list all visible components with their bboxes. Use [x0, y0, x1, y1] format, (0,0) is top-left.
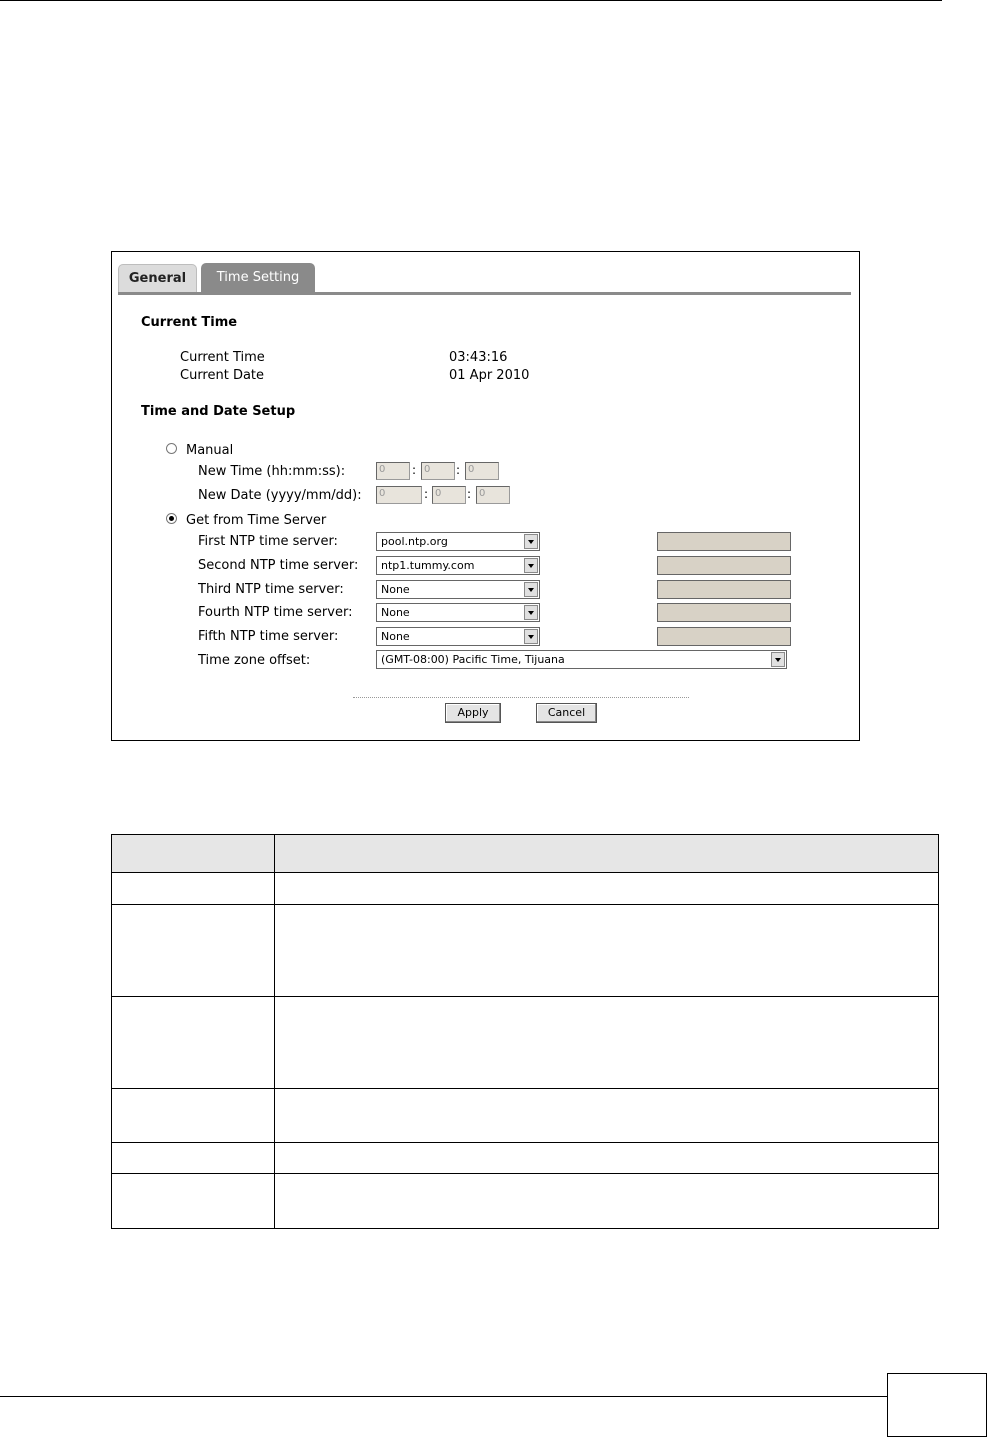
header-rule — [0, 0, 942, 1]
chevron-down-icon[interactable] — [524, 629, 538, 644]
time-separator: : — [412, 463, 417, 477]
new-time-minute-input[interactable]: 0 — [421, 462, 455, 480]
table-row — [112, 1143, 939, 1174]
timezone-value: (GMT-08:00) Pacific Time, Tijuana — [381, 653, 565, 666]
fifth-ntp-label: Fifth NTP time server: — [198, 629, 339, 644]
fourth-ntp-value: None — [381, 606, 410, 619]
manual-label: Manual — [186, 443, 234, 458]
new-date-year-input[interactable]: 0 — [376, 486, 422, 504]
chevron-down-icon[interactable] — [524, 558, 538, 573]
time-server-label: Get from Time Server — [186, 513, 327, 528]
second-ntp-custom-field[interactable] — [657, 556, 791, 575]
date-separator: : — [467, 487, 472, 501]
current-time-value: 03:43:16 — [449, 350, 508, 365]
table-cell — [112, 1143, 275, 1174]
time-separator: : — [456, 463, 461, 477]
button-divider — [353, 697, 689, 698]
new-time-label: New Time (hh:mm:ss): — [198, 464, 346, 479]
cancel-button[interactable]: Cancel — [536, 703, 597, 723]
new-date-label: New Date (yyyy/mm/dd): — [198, 488, 362, 503]
fifth-ntp-custom-field[interactable] — [657, 627, 791, 646]
second-ntp-value: ntp1.tummy.com — [381, 559, 475, 572]
table-cell — [112, 905, 275, 997]
chevron-down-icon[interactable] — [524, 582, 538, 597]
fourth-ntp-custom-field[interactable] — [657, 603, 791, 622]
manual-radio[interactable] — [166, 443, 177, 454]
second-ntp-label: Second NTP time server: — [198, 558, 359, 573]
second-ntp-select[interactable] — [376, 556, 540, 575]
third-ntp-value: None — [381, 583, 410, 596]
table-row — [112, 997, 939, 1089]
table-cell — [275, 997, 939, 1089]
table-cell — [112, 1174, 275, 1229]
tab-time-setting[interactable]: Time Setting — [201, 263, 315, 293]
description-table — [111, 834, 939, 1229]
new-time-hour-input[interactable]: 0 — [376, 462, 410, 480]
first-ntp-select[interactable] — [376, 532, 540, 551]
fifth-ntp-value: None — [381, 630, 410, 643]
table-cell — [112, 873, 275, 905]
third-ntp-select[interactable] — [376, 580, 540, 599]
table-cell — [275, 1089, 939, 1143]
apply-button[interactable]: Apply — [445, 703, 501, 723]
tab-divider — [118, 292, 851, 295]
current-date-value: 01 Apr 2010 — [449, 368, 530, 383]
table-cell — [112, 997, 275, 1089]
table-row — [112, 1089, 939, 1143]
time-date-setup-heading: Time and Date Setup — [141, 404, 296, 419]
timezone-label: Time zone offset: — [198, 653, 311, 668]
chevron-down-icon[interactable] — [524, 605, 538, 620]
timezone-select[interactable] — [376, 650, 787, 669]
first-ntp-custom-field[interactable] — [657, 532, 791, 551]
table-row — [112, 905, 939, 997]
fourth-ntp-label: Fourth NTP time server: — [198, 605, 353, 620]
table-header-cell — [275, 835, 939, 873]
first-ntp-value: pool.ntp.org — [381, 535, 448, 548]
chevron-down-icon[interactable] — [524, 534, 538, 549]
chevron-down-icon[interactable] — [771, 652, 785, 667]
table-row — [112, 873, 939, 905]
time-setting-panel — [111, 251, 860, 741]
table-cell — [275, 873, 939, 905]
new-date-day-input[interactable]: 0 — [476, 486, 510, 504]
fifth-ntp-select[interactable] — [376, 627, 540, 646]
table-cell — [112, 1089, 275, 1143]
third-ntp-label: Third NTP time server: — [198, 582, 344, 597]
table-header-cell — [112, 835, 275, 873]
table-header-row — [112, 835, 939, 873]
date-separator: : — [424, 487, 429, 501]
footer-rule — [0, 1396, 888, 1397]
new-date-month-input[interactable]: 0 — [432, 486, 466, 504]
third-ntp-custom-field[interactable] — [657, 580, 791, 599]
tab-general[interactable]: General — [118, 264, 197, 293]
current-time-label: Current Time — [180, 350, 265, 365]
table-cell — [275, 1174, 939, 1229]
page-number-box — [887, 1373, 987, 1437]
first-ntp-label: First NTP time server: — [198, 534, 338, 549]
new-time-second-input[interactable]: 0 — [465, 462, 499, 480]
table-row — [112, 1174, 939, 1229]
current-time-heading: Current Time — [141, 315, 238, 330]
table-cell — [275, 905, 939, 997]
fourth-ntp-select[interactable] — [376, 603, 540, 622]
table-cell — [275, 1143, 939, 1174]
time-server-radio[interactable] — [166, 513, 177, 524]
current-date-label: Current Date — [180, 368, 265, 383]
